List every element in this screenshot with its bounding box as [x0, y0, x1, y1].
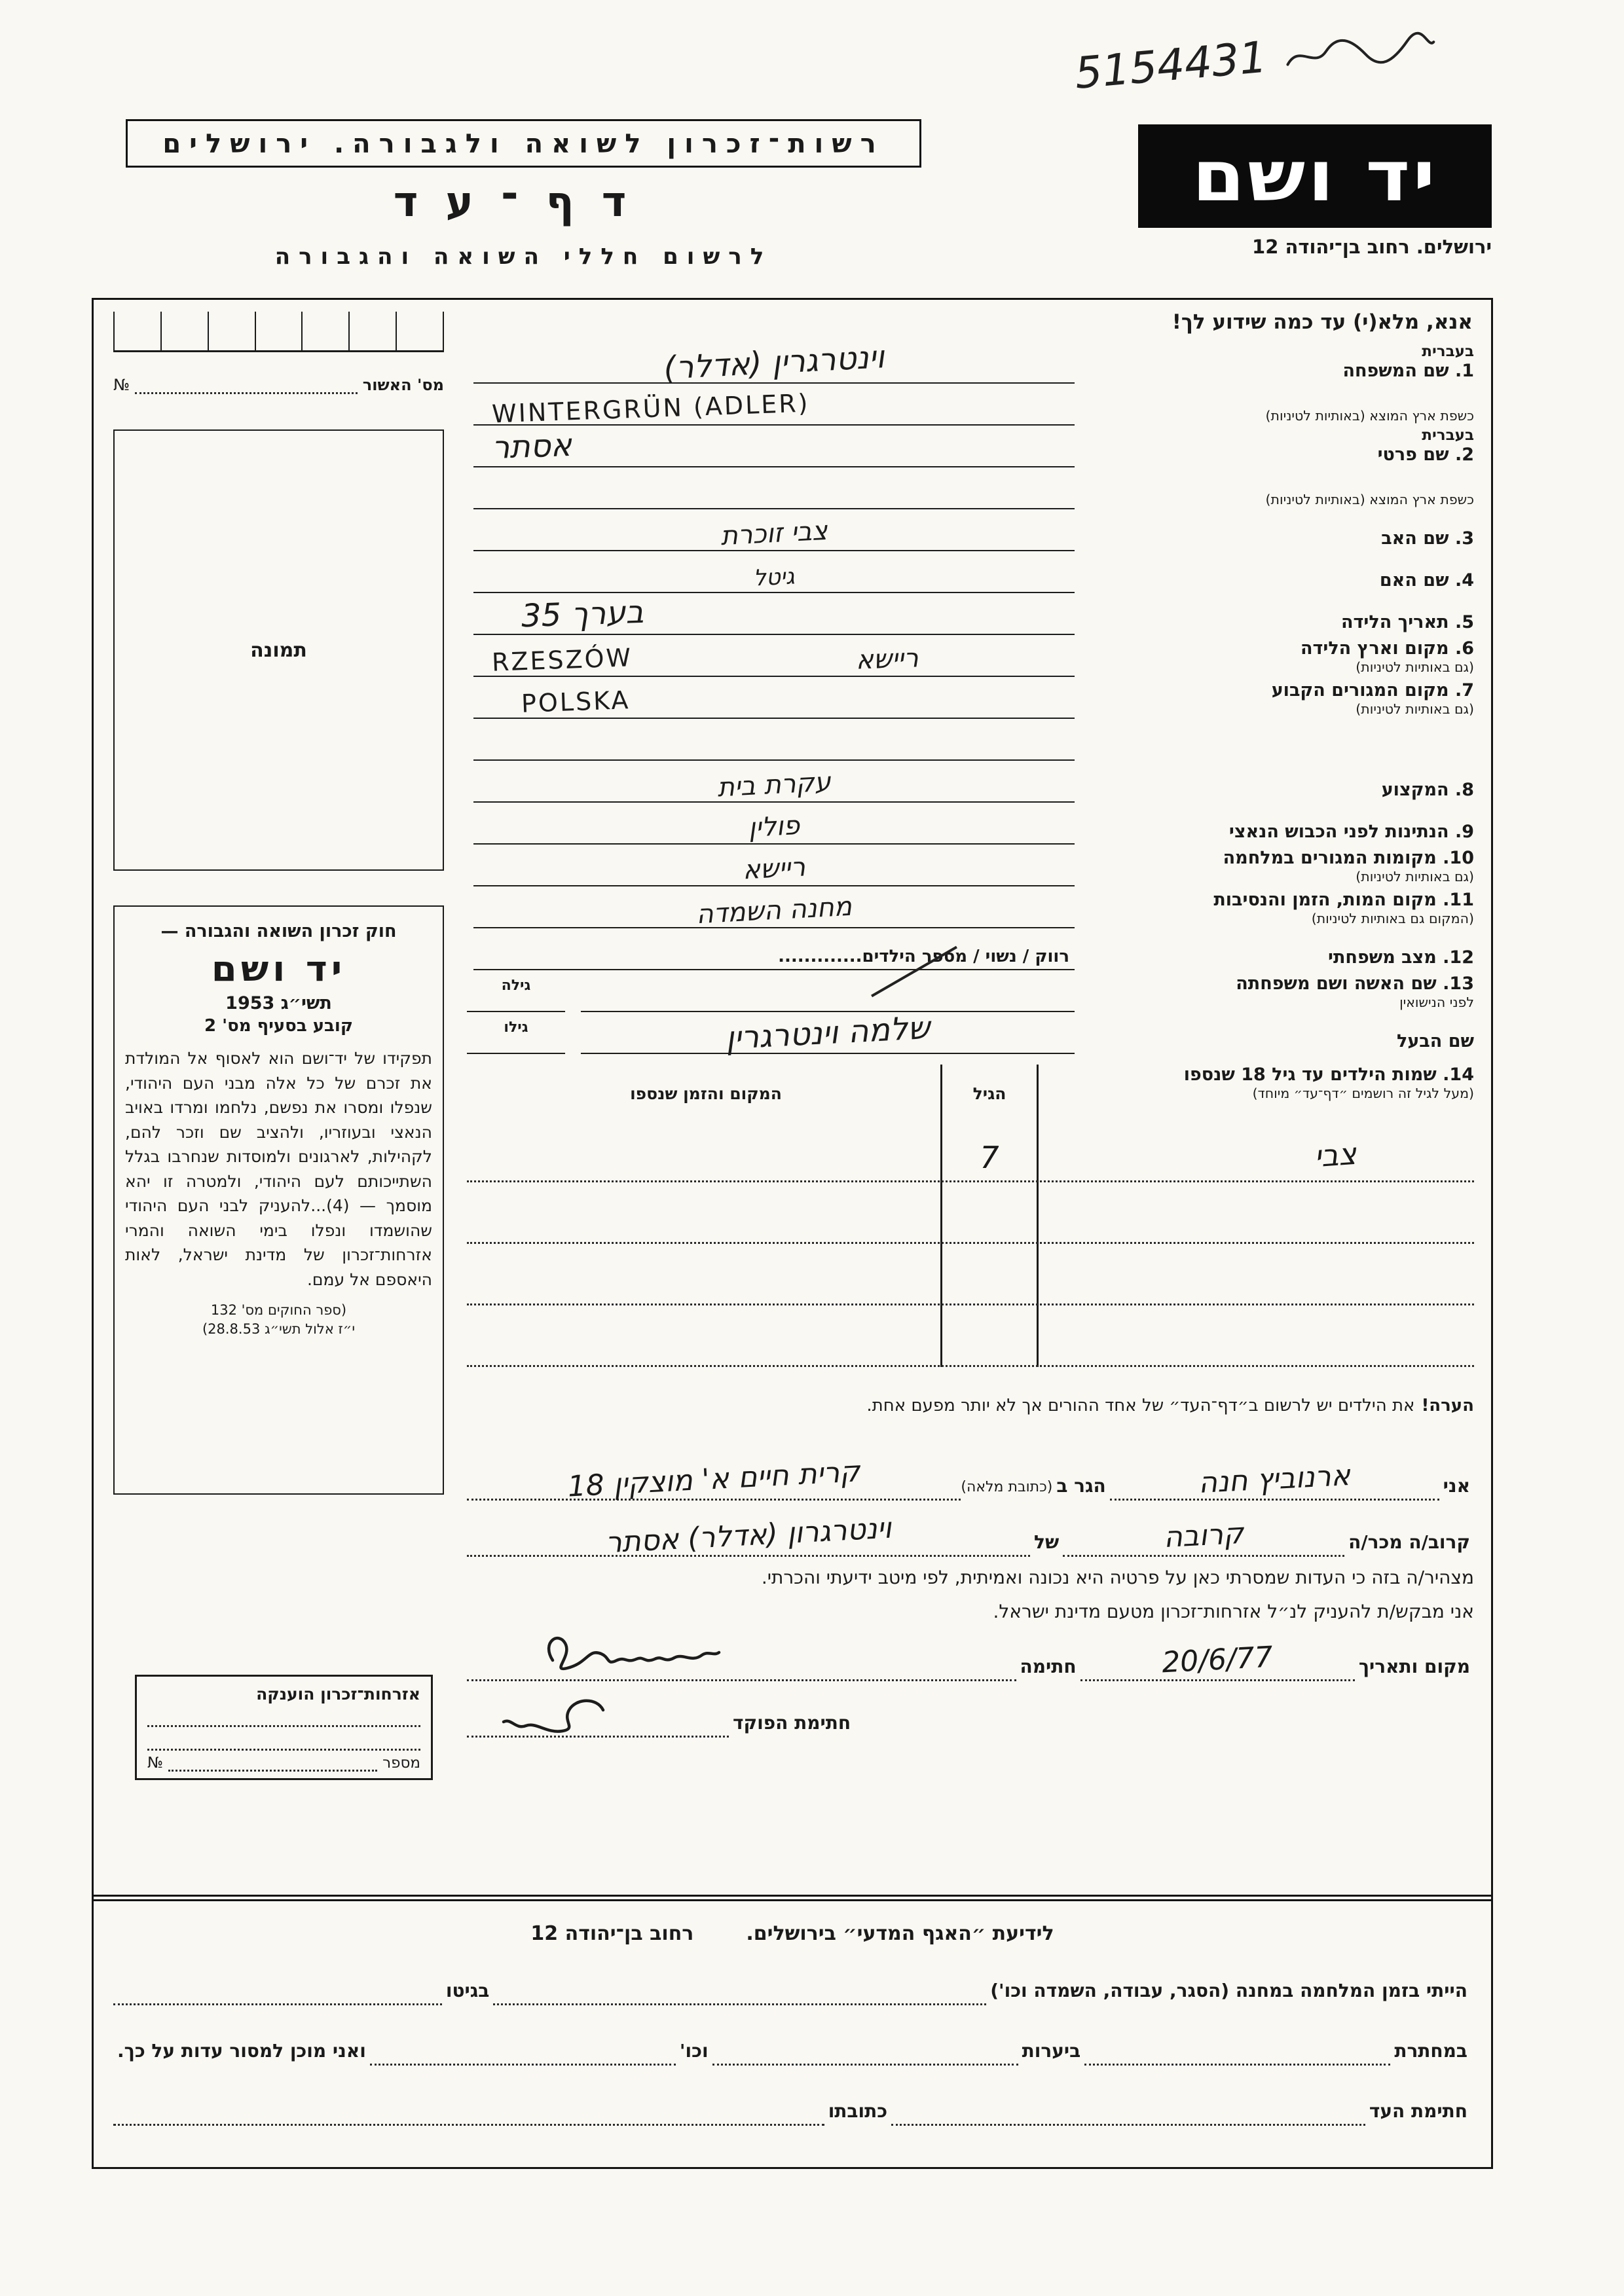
field-sublabel: (גם באותיות לטיניות): [1356, 701, 1474, 717]
children-table: [467, 1065, 1474, 1377]
citizenship-title: אזרחות־זכרון הוענקה: [256, 1685, 420, 1704]
of-label: של: [1034, 1531, 1060, 1553]
child-name-handwriting: צבי: [1313, 1135, 1357, 1175]
field-label: 10. מקומות המגורים במלחמה: [1223, 847, 1474, 868]
witness-address-handwriting: קרית חיים א' מוצקין 18: [566, 1455, 861, 1504]
field-row-blank: [467, 719, 1474, 761]
declaration-relation-row: [467, 1501, 1474, 1560]
field-sublabel: כשפת ארץ המוצא (באותיות לטיניות): [1265, 407, 1474, 424]
strip-cell: [396, 312, 444, 350]
place-date-line[interactable]: [1080, 1640, 1355, 1681]
citizenship-number-row: [147, 1755, 420, 1772]
approval-number-line[interactable]: [135, 376, 358, 394]
his-age-label: גילו: [504, 1019, 528, 1036]
field-row-wife-name: [467, 970, 1474, 1012]
law-intro: חוק זכרון השואה והגבורה —: [160, 921, 397, 941]
strip-cell: [208, 312, 255, 350]
witness-signature-label: חתימת העד: [1369, 2100, 1467, 2122]
her-age-field: [467, 977, 565, 1012]
field-row-wartime-residence: [467, 845, 1474, 886]
column-header-age: הגיל: [972, 1084, 1006, 1103]
field-row-birth-date: [467, 593, 1474, 635]
fill-line[interactable]: [473, 515, 1075, 552]
fill-line[interactable]: [473, 891, 1075, 930]
child-row[interactable]: [467, 1182, 1474, 1244]
handwritten-entry: שלמה וינטרגרין: [724, 1009, 931, 1057]
signature-label: חתימה: [1020, 1656, 1077, 1677]
his-age-line[interactable]: [467, 1036, 565, 1054]
ready-to-testify-label: ואני מוכן למסור עדות על כך.: [117, 2040, 366, 2062]
handwritten-entry: (ADLER) WINTERGRÜN: [490, 388, 810, 429]
field-row-profession: [467, 761, 1474, 803]
strip-cell: [255, 312, 302, 350]
citizenship-line[interactable]: [147, 1704, 420, 1727]
field-row-mother-name: [467, 551, 1474, 593]
handwritten-entry: צבי זוכרת: [720, 515, 828, 552]
authority-name: רשות־זכרון לשואה ולגבורה. ירושלים: [126, 119, 921, 168]
fill-line[interactable]: [473, 478, 1075, 509]
law-reference: [125, 1301, 432, 1339]
address-hint: (כתובת מלאה): [961, 1479, 1053, 1495]
etc-line[interactable]: [370, 2033, 676, 2066]
field-row-firstname-hebrew: [467, 426, 1474, 467]
science-signature-row: [113, 2066, 1471, 2126]
children-sublabel: (מעל לגיל זה רושמים ״דף־עד״ מיוחד): [1252, 1085, 1474, 1102]
fill-line[interactable]: [473, 426, 1075, 467]
field-label: 3. שם האב: [1381, 528, 1474, 549]
numero-sign: №: [113, 376, 130, 394]
declaration-identity-row: [467, 1444, 1474, 1504]
fill-line[interactable]: [473, 729, 1075, 761]
handwritten-entry: עקרת בית: [716, 767, 832, 803]
fill-instruction: אנא, מלא(י) עד כמה שידוע לך!: [1172, 310, 1473, 334]
date-handwriting: 20/6/77: [1161, 1640, 1274, 1680]
i-label: אני: [1443, 1475, 1470, 1497]
law-ref-2: י״ז אלול תשי״ג 28.8.53): [202, 1321, 356, 1338]
fill-line[interactable]: [581, 981, 1075, 1012]
yad-vashem-logo: [1138, 124, 1492, 228]
fill-line[interactable]: [473, 767, 1075, 803]
field-row-husband-name: [467, 1009, 1474, 1057]
field-row-place-of-death: [467, 886, 1474, 928]
handwritten-entry: גיטל: [752, 563, 796, 592]
citizenship-box: [135, 1675, 433, 1780]
field-label: 5. תאריך הלידה: [1340, 612, 1474, 633]
field-label: שם הבעל: [1396, 1031, 1474, 1052]
field-label: 7. מקום המגורים הקבוע: [1271, 680, 1474, 701]
citizenship-number-label: מספר: [382, 1755, 420, 1772]
field-sublabel: (גם באותיות לטיניות): [1356, 868, 1474, 884]
field-pre-label: בעברית: [1422, 427, 1474, 445]
underground-label: במחתרת: [1394, 2040, 1467, 2062]
ghetto-label: בגיטו: [445, 1980, 490, 2001]
strip-cell: [301, 312, 348, 350]
field-sublabel: כשפת ארץ המוצא (באותיות לטיניות): [1265, 491, 1474, 507]
serial-number-handwriting: [1073, 4, 1586, 100]
victim-name-handwriting: וינטרגרון (אדלר) אסתר: [604, 1511, 893, 1560]
form-subtitle: לרשום חללי השואה והגבורה: [274, 244, 773, 270]
field-row-father-name: [467, 509, 1474, 551]
witness-address-line[interactable]: [113, 2093, 824, 2126]
witness-name-handwriting: ארנוביץ חנה: [1198, 1458, 1352, 1501]
handwritten-entry: מחנה השמדה: [695, 891, 853, 930]
fill-line[interactable]: [473, 939, 1075, 970]
his-age-field: [467, 1019, 565, 1054]
field-label: 8. המקצוע: [1381, 780, 1474, 801]
fill-line[interactable]: [581, 1009, 1075, 1057]
field-row-surname-latin: [467, 384, 1474, 429]
note-row: [467, 1396, 1474, 1415]
strip-cell: [160, 312, 208, 350]
law-logo-text: יד ושם: [211, 949, 346, 990]
fill-line[interactable]: [473, 593, 1075, 635]
main-form: [92, 298, 1493, 2169]
citizenship-request: אני מבקש/ת להעניק לנ״ל אזרחות־זכרון מטעם מדינת ישראל.: [993, 1601, 1474, 1622]
field-row-surname-hebrew: [467, 338, 1474, 387]
handwritten-entry: אסתר: [490, 426, 572, 467]
relation-handwriting: קרובה: [1162, 1516, 1245, 1555]
official-signature-row: [467, 1681, 1474, 1738]
child-row[interactable]: [467, 1305, 1474, 1367]
victim-name-line[interactable]: [467, 1511, 1030, 1560]
citizenship-number-line[interactable]: [168, 1755, 377, 1772]
field-row-citizenship: [467, 803, 1474, 845]
witness-address-label: כתובתו: [828, 2100, 888, 2122]
law-clause: קובע בסעיף מס' 2: [204, 1016, 353, 1036]
underground-line[interactable]: [1084, 2033, 1390, 2066]
field-sublabel: לפני הנישואין: [1399, 994, 1474, 1010]
handwritten-entry: ריישא: [855, 643, 919, 676]
her-age-label: גילה: [501, 977, 531, 994]
field-row-permanent-residence: [467, 677, 1474, 719]
declaration-statement: מצהיר/ה בזה כי העדות שמסרתי כאן על פרטיה היא נכונה ואמיתית, לפי מיטב ידיעתי והכרתי.: [761, 1567, 1474, 1588]
forests-line[interactable]: [712, 2033, 1018, 2066]
camp-label: הייתי בזמן המלחמה במחנה (הסגר, עבודה, השמדה וכו'): [990, 1980, 1467, 2001]
citizenship-line[interactable]: [147, 1727, 420, 1751]
fill-line[interactable]: [473, 687, 1075, 719]
fill-line[interactable]: [473, 388, 1075, 429]
fill-line[interactable]: [473, 338, 1075, 387]
field-label: 12. מצב משפחתי: [1328, 947, 1474, 968]
pen-scribble-icon: [1279, 22, 1439, 82]
science-section: [113, 1914, 1471, 2126]
forests-label: ביערות: [1022, 2040, 1081, 2062]
children-label: 14. שמות הילדים עד גיל 18 שנספו: [1183, 1065, 1474, 1085]
official-signature-label: חתימת הפוקד: [733, 1712, 851, 1734]
marital-options: רווק / נשוי / מספר הילדים.............: [778, 947, 1069, 966]
approval-number-label: מס' האשור: [362, 376, 444, 394]
field-label: 9. הנתינות לפני הכבוש הנאצי: [1228, 822, 1474, 843]
handwritten-entry-latin: POLSKA: [521, 685, 631, 718]
section-separator: [94, 1895, 1491, 1901]
declaration-section: [467, 1444, 1474, 1738]
her-age-line[interactable]: [467, 994, 565, 1012]
photo-box: [113, 429, 444, 871]
handwritten-entry: וינטרגרין (אדלר): [663, 338, 885, 387]
field-label: 6. מקום וארץ הלידה: [1300, 638, 1474, 659]
witness-signature-scribble: [533, 1628, 723, 1687]
law-year: תשי״ג 1953: [225, 993, 332, 1013]
official-signature-scribble: [498, 1692, 616, 1743]
field-row-birth-place: [467, 635, 1474, 677]
handwritten-entry: ריישא: [742, 852, 806, 886]
fields-column: [467, 338, 1474, 1738]
approval-number-row: [113, 376, 444, 394]
place-date-label: מקום ותאריך: [1358, 1656, 1470, 1677]
law-ref-1: (ספר החוקים מס' 132: [210, 1302, 347, 1318]
resides-label: הגר ב: [1056, 1475, 1106, 1497]
law-body: תפקידו של יד־ושם הוא לאסוף אל המולדת את זכרם של כל אלה מבני העם היהודי, שנפלו ומסרו את נפשם, נלחמו ומרדו באויב הנאצי ובעוזריו, ולהציב שם וזכר להם, לקהילות, לארגונים ולמוסדות שנחרבו בגלל השתייכותם לעם היהודי, ולמטרה זו יהא מוסמך — (4)...להעניק לבני העם היהודי שהושמדו ונפלו בימי השואה והמרי אזרחות־זכרון של מדינת ישראל, לאות היאספם אל עמם.: [125, 1049, 432, 1289]
witness-name-line[interactable]: [1110, 1458, 1439, 1501]
form-title: דף־עד: [393, 178, 654, 227]
law-box: [113, 905, 444, 1495]
card-number-strip: [113, 312, 444, 352]
relation-line[interactable]: [1063, 1516, 1344, 1557]
fill-line[interactable]: [473, 810, 1075, 845]
field-label: 2. שם פרטי: [1377, 445, 1474, 465]
ghetto-line[interactable]: [113, 1973, 442, 2005]
witness-signature-line[interactable]: [891, 2093, 1365, 2126]
fill-line[interactable]: [473, 562, 1075, 593]
child-age-handwriting: 7: [980, 1140, 999, 1175]
field-label: 1. שם המשפחה: [1342, 361, 1474, 382]
numero-sign: №: [147, 1755, 163, 1772]
camp-line[interactable]: [493, 1973, 986, 2005]
child-row[interactable]: [467, 1244, 1474, 1305]
fill-line[interactable]: [473, 643, 1075, 677]
field-label: 4. שם האם: [1379, 570, 1474, 591]
science-title: לידיעת ״האגף המדעי״ בירושלים.: [746, 1922, 1054, 1945]
photo-label: תמונה: [250, 638, 307, 662]
science-address: רחוב בן־יהודה 12: [530, 1922, 694, 1945]
official-signature-line[interactable]: [467, 1701, 729, 1738]
field-label: 11. מקום המות, הזמן והנסיבות: [1213, 889, 1474, 910]
column-header-place-time: המקום והזמן שנספו: [630, 1084, 782, 1103]
serial-number: 5154431: [1073, 31, 1269, 99]
witness-address-line[interactable]: [467, 1455, 961, 1504]
handwritten-entry-latin: RZESZÓW: [490, 643, 633, 677]
strip-cell: [348, 312, 396, 350]
fill-line[interactable]: [473, 852, 1075, 886]
handwritten-entry: בערך 35: [521, 593, 645, 635]
child-row[interactable]: [467, 1121, 1474, 1182]
field-sublabel: (המקום גם באותיות לטיניות): [1311, 910, 1474, 926]
field-pre-label: בעברית: [1422, 343, 1474, 361]
office-address: ירושלים. רחוב בן־יהודה 12: [1252, 236, 1492, 258]
logo-text: יד ושם: [1192, 135, 1438, 217]
science-camp-row: [113, 1945, 1471, 2005]
signature-row: [467, 1625, 1474, 1681]
strip-cell: [113, 312, 160, 350]
note-text: את הילדים יש לרשום ב״דף־העד״ של אחד ההורים אך לא יותר מפעם אחת.: [866, 1396, 1415, 1415]
handwritten-entry: פולין: [747, 810, 801, 844]
field-row-firstname-latin: [467, 467, 1474, 509]
field-label: 13. שם האשה ושם משפחתה: [1236, 973, 1474, 994]
note-label: הערה!: [1421, 1396, 1474, 1415]
field-sublabel: (גם באותיות לטיניות): [1356, 659, 1474, 675]
signature-line[interactable]: [467, 1645, 1016, 1681]
etc-label: וכו': [679, 2040, 709, 2062]
science-underground-row: [113, 2005, 1471, 2066]
relation-label: קרוב/ה מכר/ה: [1348, 1531, 1470, 1553]
field-row-marital-status: [467, 928, 1474, 970]
science-title-row: [113, 1922, 1471, 1945]
